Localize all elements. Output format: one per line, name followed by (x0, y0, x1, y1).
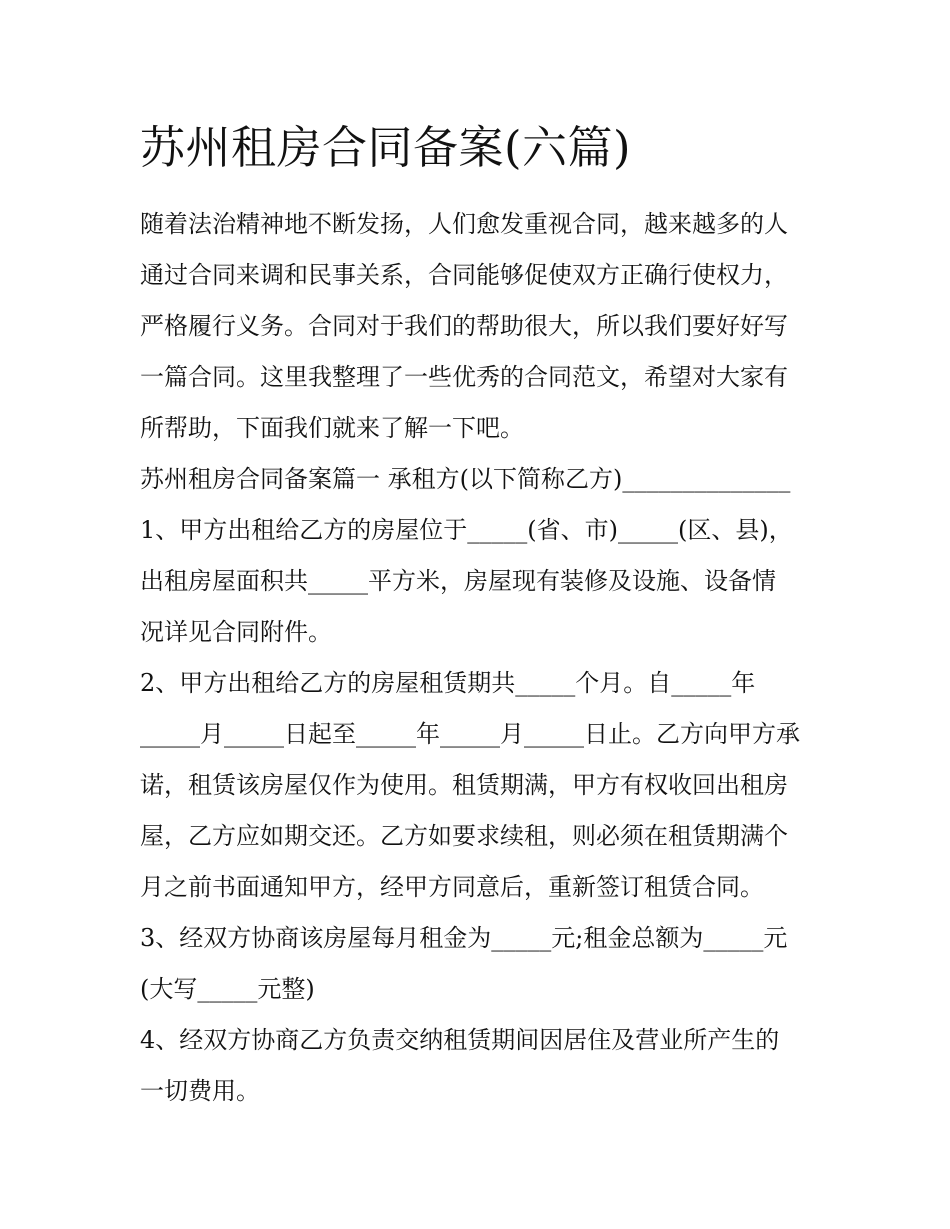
text-line: 一篇合同。这里我整理了一些优秀的合同范文，希望对大家有 (140, 363, 788, 391)
text-line: 所帮助，下面我们就来了解一下吧。 (140, 414, 524, 442)
clause-4-line: 4、经双方协商乙方负责交纳租赁期间因居住及营业所产生的 (140, 1026, 780, 1054)
text-line: _____月_____日起至_____年_____月_____日止。乙方向甲方承 (140, 720, 800, 748)
clause-2-line: 2、甲方出租给乙方的房屋租赁期共_____个月。自_____年 (140, 669, 756, 697)
text-line: 诺，租赁该房屋仅作为使用。租赁期满，甲方有权收回出租房 (140, 771, 788, 799)
clause-1-line: 1、甲方出租给乙方的房屋位于_____(省、市)_____(区、县)， (140, 516, 793, 544)
text-line: 通过合同来调和民事关系，合同能够促使双方正确行使权力， (140, 261, 788, 289)
document-body (140, 118, 820, 1117)
clause-3-line: 3、经双方协商该房屋每月租金为_____元;租金总额为_____元 (140, 924, 788, 952)
text-line: 出租房屋面积共_____平方米，房屋现有装修及设施、设备情 (140, 567, 776, 595)
text-line: 况详见合同附件。 (140, 618, 332, 646)
text-line: 月之前书面通知甲方，经甲方同意后，重新签订租赁合同。 (140, 873, 764, 901)
text-line: (大写_____元整) (140, 975, 315, 1003)
section-heading-line: 苏州租房合同备案篇一 承租方(以下简称乙方)______________ (140, 465, 791, 493)
document-title: 苏州租房合同备案(六篇) (140, 121, 632, 174)
text-line: 屋，乙方应如期交还。乙方如要求续租，则必须在租赁期满个 (140, 822, 788, 850)
text-line: 随着法治精神地不断发扬，人们愈发重视合同，越来越多的人 (140, 210, 788, 238)
text-line: 严格履行义务。合同对于我们的帮助很大，所以我们要好好写 (140, 312, 788, 340)
text-line: 一切费用。 (140, 1077, 260, 1105)
